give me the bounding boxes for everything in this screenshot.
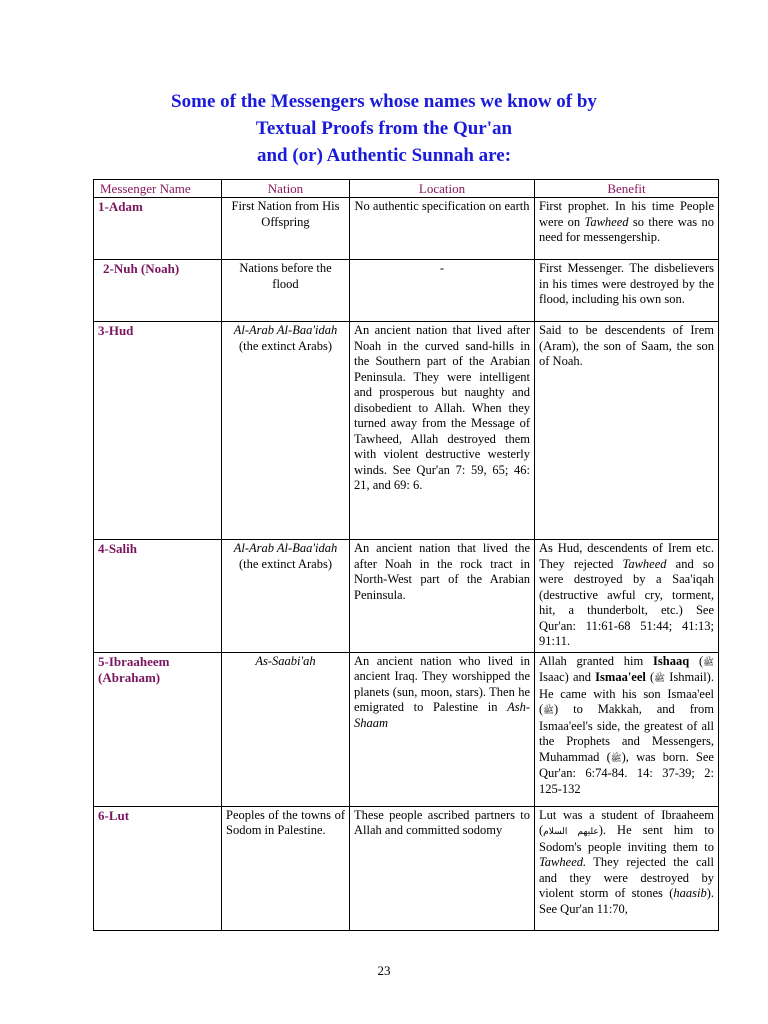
benefit-text: ( (689, 653, 704, 668)
benefit-text: Allah granted him (539, 653, 654, 668)
messenger-name: 6-Lut (98, 807, 130, 823)
location-text: An ancient nation who lived in ancient Iraq. They worshipped the planets (sun, moon, stars). Then he emigrated to Palestine in (354, 653, 530, 714)
benefit-cell (535, 198, 719, 260)
honorific-symbol: ﷺ (543, 705, 555, 715)
location-cell (350, 652, 535, 806)
messenger-name: 3-Hud (98, 323, 134, 338)
nation-cell (222, 540, 350, 653)
column-header-benefit: Benefit (535, 180, 719, 198)
benefit-text: ) to Makkah, and from Ismaa'eel's side, the greatest of all the Prophets and Messengers, Muhammad ( (539, 702, 714, 764)
benefit-text-italic: haasib (673, 886, 707, 900)
nation-cell: Nations before the flood (222, 260, 350, 322)
nation-text: (the extinct Arabs) (238, 338, 333, 353)
benefit-text: ). See Qur'an 11:70, (539, 886, 714, 916)
nation-text-italic: Al-Arab Al-Baa'idah (233, 323, 338, 337)
messenger-name: 2-Nuh (Noah) (103, 261, 180, 276)
heading-line-1: Some of the Messengers whose names we know of by (171, 91, 597, 112)
nation-text: (the extinct Arabs) (238, 556, 333, 571)
benefit-text-italic: Tawheed. (539, 855, 587, 869)
nation-text-italic: Al-Arab Al-Baa'idah (233, 541, 338, 555)
table-row (94, 260, 719, 322)
nation-cell (222, 652, 350, 806)
messenger-name-alt: (Abraham) (98, 670, 161, 685)
benefit-cell: Said to be descendents of Irem (Aram), the son of Saam, the son of Noah. (535, 322, 719, 540)
messenger-name-cell (94, 322, 222, 540)
benefit-text: Lut was a student of Ibraaheem ( (539, 807, 714, 837)
column-header-nation: Nation (222, 180, 350, 198)
benefit-text: ), was born. See Qur'an: 6:74-84. 14: 37-39; 2: 125-132 (539, 749, 714, 796)
column-header-messenger-name: Messenger Name (94, 180, 222, 198)
benefit-text-bold: Ismaa'eel (595, 670, 646, 684)
benefit-text: so there was no need for messengership. (539, 214, 714, 244)
table-row (94, 322, 719, 540)
benefit-text: Ishmail). He came with his son Ismaa'eel ( (539, 670, 714, 716)
table-row (94, 540, 719, 653)
table-header-row (94, 180, 719, 198)
benefit-text: and so were destroyed by a Saa'iqah (destructive awful cry, torment, hit, a thunderbolt, etc.) See Qur'an: 11:61-68 51:44; 41:13; 91:11. (539, 556, 714, 648)
benefit-text: Isaac) and (539, 670, 596, 684)
benefit-cell (535, 652, 719, 806)
benefit-text: ). He sent him to Sodom's people inviting them to (539, 823, 715, 854)
heading-line-3: and (or) Authentic Sunnah are: (256, 145, 512, 166)
messenger-name-cell (94, 652, 222, 806)
location-text-italic: Ash-Shaam (354, 700, 530, 730)
benefit-text: They rejected the call and they were destroyed by violent storm of stones ( (539, 855, 714, 900)
honorific-symbol: ﷺ (610, 752, 622, 763)
page-number: 23 (377, 963, 391, 978)
benefit-text: First prophet. In his time People were on (539, 199, 714, 229)
arabic-honorific: عليهم السلام (543, 826, 599, 836)
messenger-name-cell (94, 198, 222, 260)
heading-line-2: Textual Proofs from the Qur'an (255, 118, 513, 139)
location-cell: An ancient nation that lived the after Noah in the rock tract in North-West part of the Arabian Peninsula. (350, 540, 535, 653)
honorific-symbol: ﷺ (654, 673, 666, 683)
page-heading (60, 88, 708, 169)
nation-cell: Peoples of the towns of Sodom in Palestine. (222, 806, 350, 930)
benefit-text-italic: Tawheed (584, 214, 629, 229)
benefit-cell (535, 806, 719, 930)
benefit-cell (535, 540, 719, 653)
messenger-name: 4-Salih (98, 541, 138, 556)
table-row (94, 806, 719, 930)
benefit-text: ( (645, 670, 655, 684)
messenger-name: 5-Ibraaheem (98, 653, 170, 669)
messenger-name-cell (94, 260, 222, 322)
benefit-text-italic: Tawheed (622, 556, 667, 571)
location-cell: An ancient nation that lived after Noah in the curved sand-hills in the Southern part of the Arabian Peninsula. They were intelligent and prosperous but naughty and disobedient to Allah. When they turned away from the Message of Tawheed, Allah destroyed them with violent destructive westerly winds. See Qur'an 7: 59, 65; 46: 21, and 69: 6. (350, 322, 535, 540)
messenger-name-cell (94, 540, 222, 653)
nation-cell (222, 322, 350, 540)
nation-text-italic: As-Saabi'ah (255, 653, 316, 668)
benefit-text-bold: Ishaaq (653, 653, 690, 668)
benefit-text: As Hud, descendents of Irem etc. They rejected (539, 541, 714, 571)
messengers-table (93, 179, 719, 931)
location-cell: These people ascribed partners to Allah and committed sodomy (350, 806, 535, 930)
location-cell: - (350, 260, 535, 322)
messenger-name: 1-Adam (98, 199, 143, 214)
honorific-symbol: ﷺ (703, 656, 714, 667)
table-row (94, 198, 719, 260)
messenger-name-cell (94, 806, 222, 930)
table-row (94, 652, 719, 806)
column-header-location: Location (350, 180, 535, 198)
location-cell: No authentic specification on earth (350, 198, 535, 260)
nation-cell: First Nation from His Offspring (222, 198, 350, 260)
benefit-cell: First Messenger. The disbelievers in his times were destroyed by the flood, including his own son. (535, 260, 719, 322)
